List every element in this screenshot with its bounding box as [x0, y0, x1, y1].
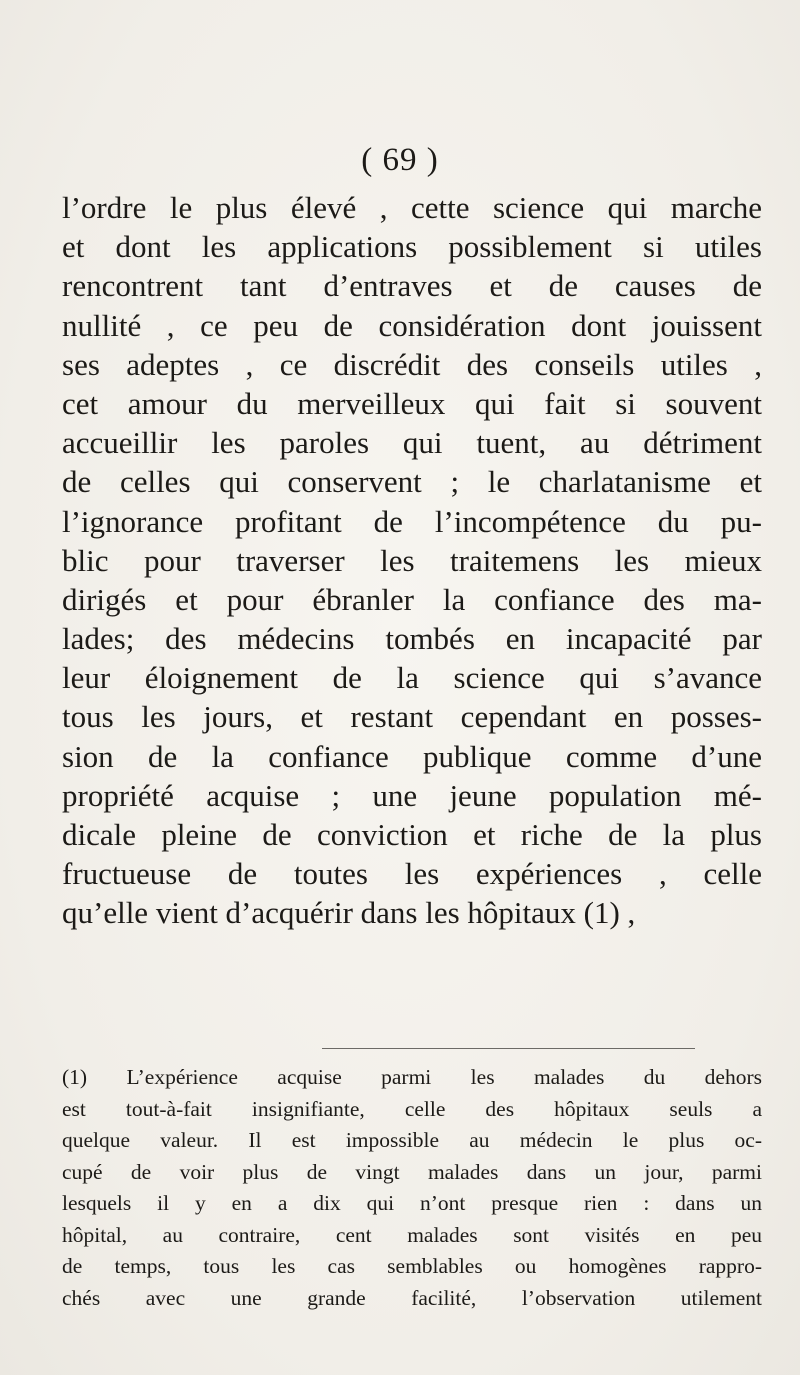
body-line: et dont les applications possiblement si utiles: [62, 229, 762, 265]
body-line: l’ignorance profitant de l’incompétence du pu-: [62, 503, 762, 539]
body-line: blic pour traverser les traitemens les mieux: [62, 542, 762, 578]
body-line: fructueuse de toutes les expériences , celle: [62, 856, 762, 892]
footnote-line: (1) L’expérience acquise parmi les malades du dehors: [62, 1065, 762, 1089]
body-line: de celles qui conservent ; le charlatanisme et: [62, 464, 762, 500]
footnote-separator: [322, 1048, 695, 1049]
footnote-line: hôpital, au contraire, cent malades sont visités en peu: [62, 1222, 762, 1247]
body-line: nullité , ce peu de considération dont jouissent: [62, 307, 762, 343]
footnote-line: est tout-à-fait insignifiante, celle des hôpitaux seuls a: [62, 1096, 762, 1121]
body-line: qu’elle vient d’acquérir dans les hôpitaux (1) ,: [62, 895, 636, 931]
body-text: [62, 188, 762, 933]
body-line: leur éloignement de la science qui s’avance: [62, 660, 762, 696]
body-line: dicale pleine de conviction et riche de la plus: [62, 817, 762, 852]
body-line: rencontrent tant d’entraves et de causes de: [62, 268, 762, 304]
body-line: accueillir les paroles qui tuent, au détriment: [62, 425, 762, 461]
body-line: cet amour du merveilleux qui fait si souvent: [62, 385, 762, 421]
footnote-line: de temps, tous les cas semblables ou homogènes rappro-: [62, 1254, 762, 1278]
body-line: tous les jours, et restant cependant en posses-: [62, 699, 762, 735]
footnote: [62, 1062, 762, 1314]
footnote-line: lesquels il y en a dix qui n’ont presque rien : dans un: [62, 1191, 762, 1215]
body-line: l’ordre le plus élevé , cette science qui marche: [62, 190, 762, 225]
page-number: ( 69 ): [361, 142, 439, 178]
body-line: lades; des médecins tombés en incapacité par: [62, 621, 762, 657]
body-line: dirigés et pour ébranler la confiance des ma-: [62, 581, 762, 617]
footnote-line: chés avec une grande facilité, l’observation utilement: [62, 1285, 762, 1310]
footnote-line: quelque valeur. Il est impossible au médecin le plus oc-: [62, 1128, 762, 1152]
body-line: ses adeptes , ce discrédit des conseils utiles ,: [62, 346, 762, 382]
footnote-line: cupé de voir plus de vingt malades dans un jour, parmi: [62, 1159, 762, 1184]
body-line: sion de la confiance publique comme d’une: [62, 738, 762, 774]
body-line: propriété acquise ; une jeune population mé-: [62, 777, 762, 813]
